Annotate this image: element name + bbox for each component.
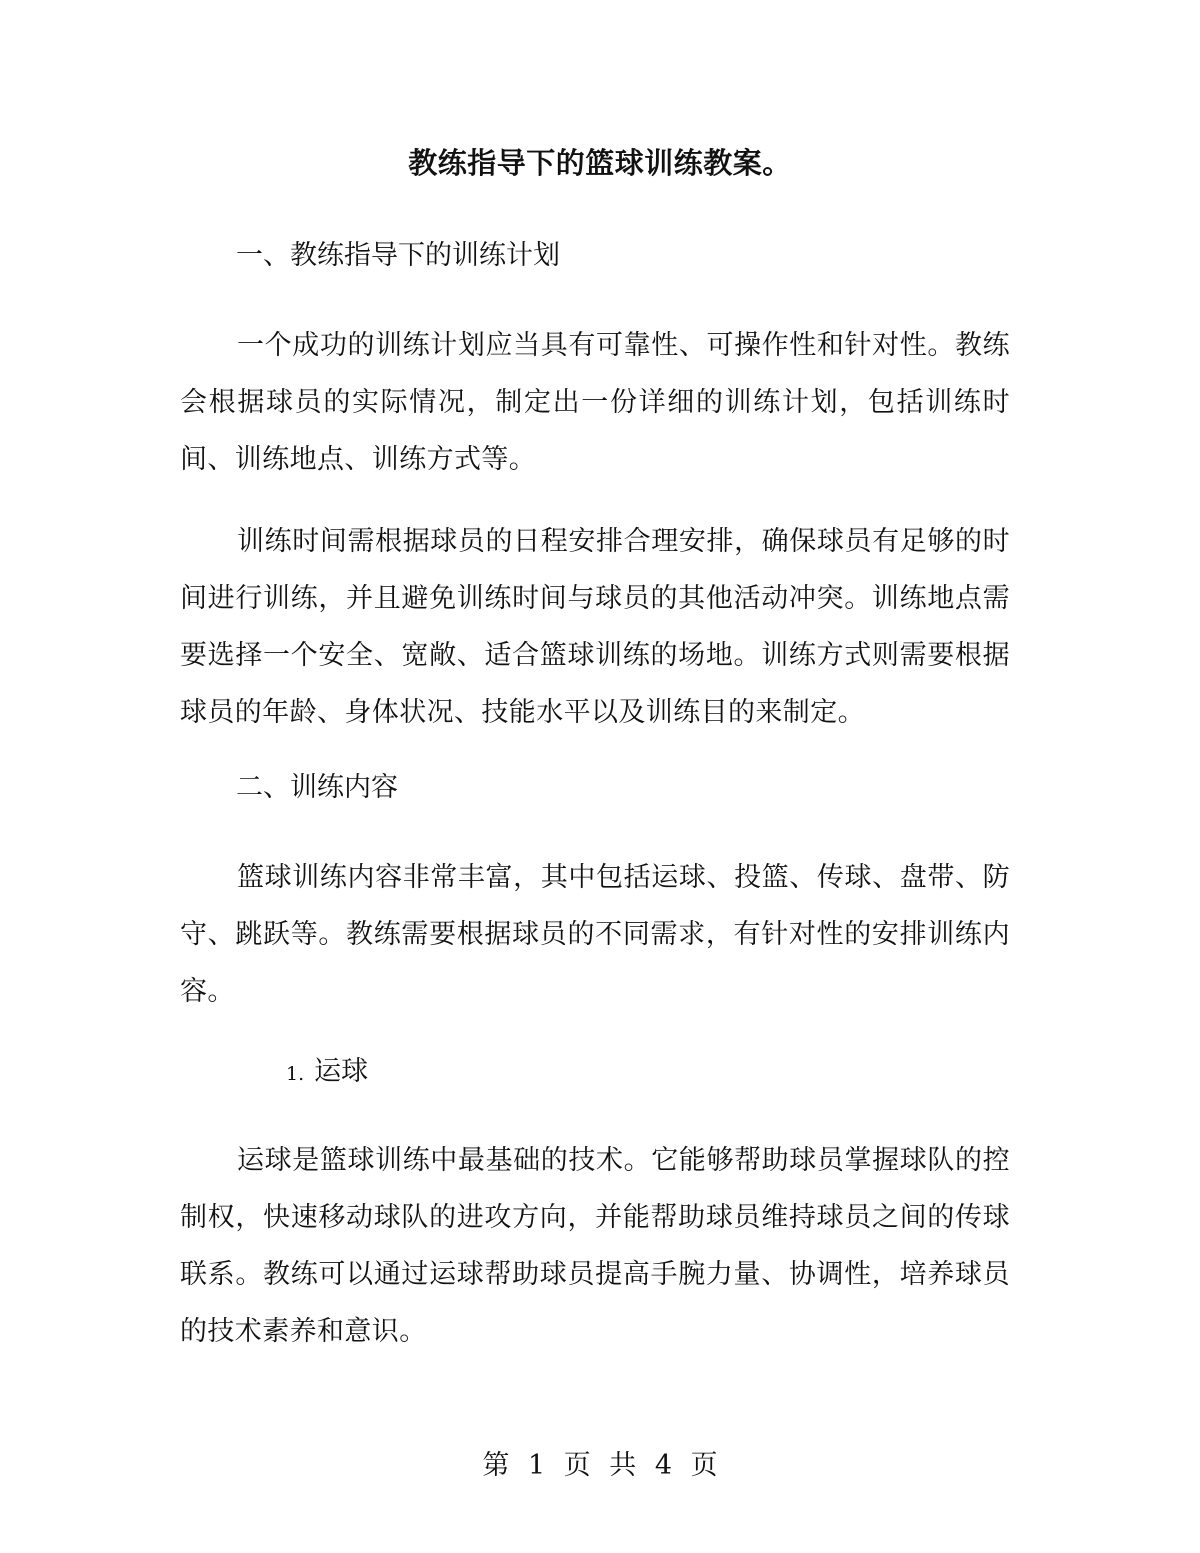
subsection-1-paragraph: 运球是篮球训练中最基础的技术。它能够帮助球员掌握球队的控制权，快速移动球队的进攻方向，并能帮助球员维持球员之间的传球联系。教练可以通过运球帮助球员提高手腕力量、协调性，培养球员的技术素养和意识。 <box>180 1145 1010 1347</box>
section-1-paragraph-2: 训练时间需根据球员的日程安排合理安排，确保球员有足够的时间进行训练，并且避免训练时间与球员的其他活动冲突。训练地点需要选择一个安全、宽敞、适合篮球训练的场地。训练方式则需要根据球员的年龄、身体状况、技能水平以及训练目的来制定。 <box>180 526 1010 728</box>
section-1-heading: 一、教练指导下的训练计划 <box>236 240 560 271</box>
section-2-heading: 二、训练内容 <box>236 772 398 803</box>
section-2-paragraph: 篮球训练内容非常丰富，其中包括运球、投篮、传球、盘带、防守、跳跃等。教练需要根据球员的不同需求，有针对性的安排训练内容。 <box>180 862 1010 1007</box>
section-1-paragraph-1: 一个成功的训练计划应当具有可靠性、可操作性和针对性。教练会根据球员的实际情况，制定出一份详细的训练计划，包括训练时间、训练地点、训练方式等。 <box>180 330 1010 475</box>
page-footer: 第 1 页 共 4 页 <box>482 1450 718 1481</box>
subsection-1-heading <box>286 1052 368 1094</box>
document-title: 教练指导下的篮球训练教案。 <box>408 146 792 180</box>
subsection-1-number: 1. <box>286 1063 305 1085</box>
subsection-1-title: 运球 <box>314 1056 369 1087</box>
